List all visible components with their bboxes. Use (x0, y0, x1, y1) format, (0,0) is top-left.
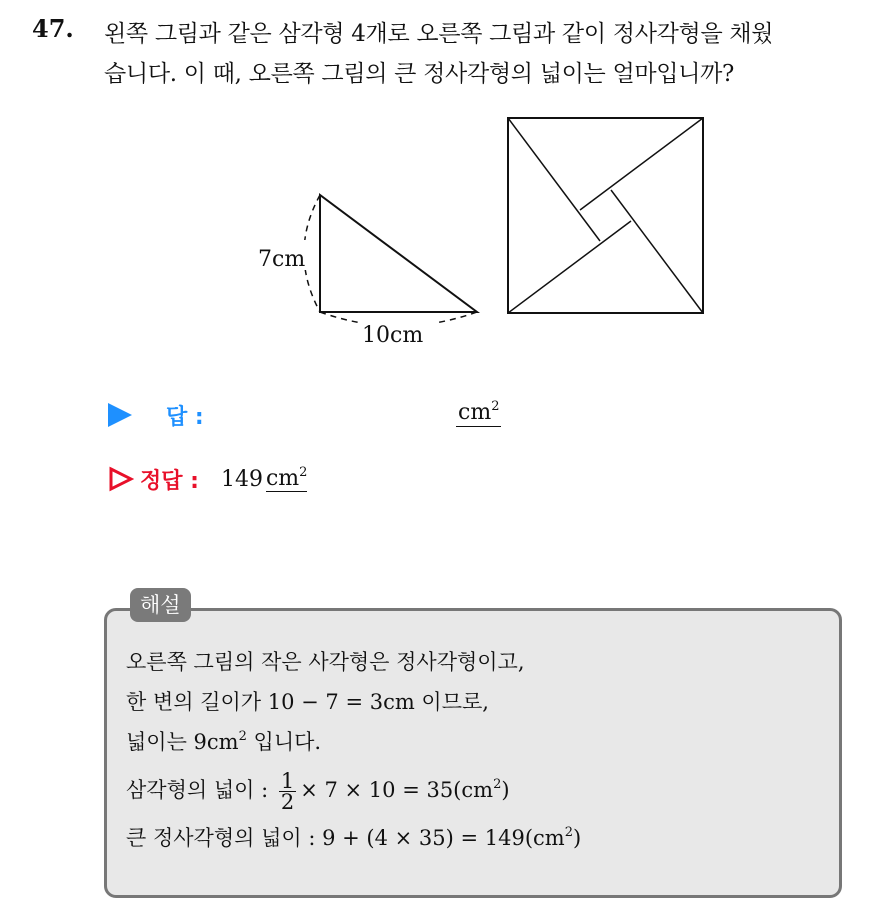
base-label: 10cm (362, 323, 424, 348)
height-label: 7cm (258, 247, 306, 272)
correct-answer-unit-wrap (265, 464, 308, 492)
fraction-one-half (279, 771, 296, 812)
answer-blank[interactable] (456, 400, 501, 427)
solution-text (126, 642, 581, 858)
solution-line-4-pre: 삼각형의 넓이 : (126, 778, 269, 802)
pinwheel-line-2 (580, 118, 703, 210)
solution-line-3 (126, 722, 581, 762)
correct-answer-unit: cm (265, 465, 300, 491)
correct-answer-value: 149 (220, 466, 263, 492)
solution-tag: 해설 (130, 588, 191, 622)
correct-answer-unit-exponent: 2 (299, 464, 308, 480)
answer-row (108, 398, 204, 432)
pinwheel-line-3 (611, 190, 703, 313)
question-number: 47. (32, 14, 74, 43)
answer-label: 답 : (166, 404, 204, 430)
solution-line-3-exp: 2 (238, 729, 247, 744)
hollow-play-triangle-icon (108, 466, 134, 492)
fraction-numerator: 1 (280, 769, 295, 793)
solution-line-5-exp: 2 (564, 825, 573, 840)
pinwheel-line-1 (508, 118, 600, 241)
answer-unit-exponent: 2 (491, 399, 500, 414)
solution-line-2: 한 변의 길이가 10 − 7 = 3cm 이므로, (126, 690, 489, 714)
fraction-denominator: 2 (280, 790, 295, 814)
pinwheel-line-4 (508, 221, 631, 313)
solution-line-4 (126, 762, 581, 818)
solution-line-5-pre: 큰 정사각형의 넓이 : 9 + (4 × 35) = 149(cm (126, 826, 565, 850)
figure (0, 0, 884, 390)
solution-line-4-post: × 7 × 10 = 35(cm (300, 778, 494, 802)
question-text-line-2: 습니다. 이 때, 오른쪽 그림의 큰 정사각형의 넓이는 얼마입니까? (104, 61, 735, 87)
solution-line-5-end: ) (572, 826, 582, 850)
solution-line-4-end: ) (501, 778, 510, 802)
large-square (508, 118, 703, 313)
solution-line-1: 오른쪽 그림의 작은 사각형은 정사각형이고, (126, 650, 525, 674)
question-text-line-1: 왼쪽 그림과 같은 삼각형 4개로 오른쪽 그림과 같이 정사각형을 채웠 (104, 21, 774, 47)
solution-line-3-post: 입니다. (246, 730, 322, 754)
correct-answer-row (108, 462, 307, 496)
correct-answer-label: 정답 : (140, 468, 199, 494)
solution-line-4-exp: 2 (493, 777, 502, 792)
answer-unit: cm (458, 400, 492, 425)
solution-line-3-pre: 넓이는 9cm (126, 730, 239, 754)
right-triangle (320, 195, 477, 312)
play-triangle-icon (108, 403, 132, 427)
solution-line-5 (126, 818, 581, 858)
